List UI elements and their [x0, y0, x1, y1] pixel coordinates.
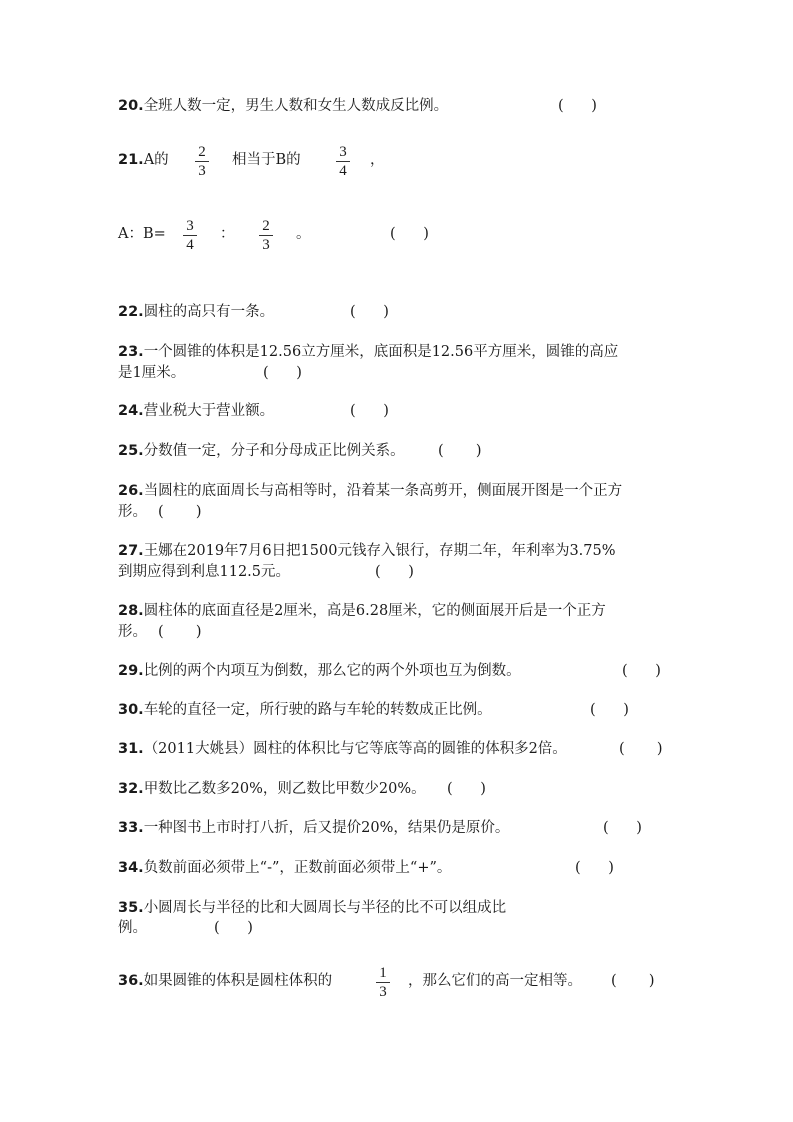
question-number: 36. — [118, 973, 144, 989]
question-text: 负数前面必须带上“-”，正数前面必须带上“+”。 — [143, 860, 452, 876]
question-text: 当圆柱的底面周长与高相等时，沿着某一条高剪开，侧面展开图是一个正方 — [143, 483, 623, 499]
question-26 — [118, 480, 622, 502]
question-text: 圆柱的高只有一条。 — [143, 304, 275, 320]
question-text: 一个圆锥的体积是12.56立方厘米，底面积是12.56平方厘米，圆锥的高应 — [143, 344, 619, 360]
answer-blank[interactable]: ( ) — [390, 226, 429, 242]
question-21 — [118, 149, 169, 171]
question-36 — [118, 970, 332, 992]
question-number: 31. — [118, 741, 144, 757]
question-text-line2: 是1厘米。 — [118, 365, 186, 381]
fraction — [336, 144, 350, 179]
answer-blank[interactable]: ( ) — [611, 973, 655, 989]
question-number: 32. — [118, 781, 144, 797]
question-text: A的 — [143, 152, 169, 168]
question-number: 34. — [118, 860, 144, 876]
question-30 — [118, 699, 492, 721]
fraction — [259, 218, 273, 253]
denominator: 4 — [186, 237, 194, 253]
answer-blank[interactable]: ( ) — [558, 98, 597, 114]
denominator: 4 — [339, 163, 347, 179]
question-text: 相当于B的 — [232, 152, 301, 168]
question-number: 29. — [118, 663, 144, 679]
question-text-line2: 形。 — [118, 624, 147, 640]
fraction-bar — [376, 982, 390, 983]
question-number: 23. — [118, 344, 144, 360]
numerator: 2 — [262, 218, 270, 234]
fraction — [376, 965, 390, 1000]
answer-blank[interactable]: ( ) — [619, 741, 663, 757]
question-text: 王娜在2019年7月6日把1500元钱存入银行，存期二年，年利率为3.75% — [143, 543, 616, 559]
answer-blank[interactable]: ( ) — [622, 663, 661, 679]
question-25 — [118, 440, 405, 462]
question-text: ，那么它们的高一定相等。 — [408, 973, 582, 989]
question-text-line2: 例。 — [118, 920, 147, 936]
question-text: 全班人数一定，男生人数和女生人数成反比例。 — [143, 98, 449, 114]
question-number: 24. — [118, 403, 144, 419]
question-text: 营业税大于营业额。 — [143, 403, 275, 419]
numerator: 3 — [186, 218, 194, 234]
question-32 — [118, 778, 426, 800]
colon: ： — [220, 226, 235, 242]
question-text: 如果圆锥的体积是圆柱体积的 — [143, 973, 333, 989]
answer-blank[interactable]: ( ) — [350, 403, 389, 419]
question-number: 21. — [118, 152, 144, 168]
denominator: 3 — [198, 163, 206, 179]
question-number: 26. — [118, 483, 144, 499]
comma: ， — [370, 152, 385, 168]
answer-blank[interactable]: ( ) — [438, 443, 482, 459]
question-31 — [118, 738, 567, 760]
answer-blank[interactable]: ( ) — [447, 781, 486, 797]
fraction-bar — [195, 161, 209, 162]
question-number: 25. — [118, 443, 144, 459]
answer-blank[interactable]: ( ) — [214, 920, 253, 936]
question-text-line2: 形。 — [118, 504, 147, 520]
question-text: 甲数比乙数多20%，则乙数比甲数少20%。 — [143, 781, 426, 797]
question-text-line2: 到期应得到利息112.5元。 — [118, 564, 291, 580]
question-number: 20. — [118, 98, 144, 114]
question-number: 28. — [118, 603, 144, 619]
ratio-label: A：B= — [118, 226, 166, 242]
question-number: 30. — [118, 702, 144, 718]
answer-blank[interactable]: ( ) — [158, 504, 202, 520]
fraction — [183, 218, 197, 253]
question-text: 比例的两个内项互为倒数，那么它的两个外项也互为倒数。 — [143, 663, 521, 679]
period: 。 — [296, 226, 311, 242]
question-number: 35. — [118, 900, 144, 916]
question-35 — [118, 897, 506, 919]
answer-blank[interactable]: ( ) — [158, 624, 202, 640]
question-text: 圆柱体的底面直径是2厘米，高是6.28厘米，它的侧面展开后是一个正方 — [143, 603, 606, 619]
answer-blank[interactable]: ( ) — [375, 564, 414, 580]
answer-blank[interactable]: ( ) — [350, 304, 389, 320]
fraction-bar — [336, 161, 350, 162]
question-33 — [118, 817, 509, 839]
question-text: 分数值一定，分子和分母成正比例关系。 — [143, 443, 405, 459]
question-number: 27. — [118, 543, 144, 559]
question-text: 车轮的直径一定，所行驶的路与车轮的转数成正比例。 — [143, 702, 492, 718]
numerator: 2 — [198, 144, 206, 160]
question-29 — [118, 660, 521, 682]
denominator: 3 — [262, 237, 270, 253]
numerator: 1 — [379, 965, 387, 981]
answer-blank[interactable]: ( ) — [575, 860, 614, 876]
fraction-bar — [183, 235, 197, 236]
fraction-bar — [259, 235, 273, 236]
question-22 — [118, 301, 274, 323]
question-20 — [118, 95, 448, 117]
question-number: 22. — [118, 304, 144, 320]
question-27 — [118, 540, 616, 562]
question-text: 小圆周长与半径的比和大圆周长与半径的比不可以组成比 — [143, 900, 507, 916]
question-24 — [118, 400, 274, 422]
question-text: （2011大姚县）圆柱的体积比与它等底等高的圆锥的体积多2倍。 — [143, 741, 567, 757]
question-28 — [118, 600, 606, 622]
denominator: 3 — [379, 984, 387, 1000]
answer-blank[interactable]: ( ) — [590, 702, 629, 718]
question-text: 一种图书上市时打八折，后又提价20%，结果仍是原价。 — [143, 820, 510, 836]
fraction — [195, 144, 209, 179]
question-34 — [118, 857, 451, 879]
numerator: 3 — [339, 144, 347, 160]
question-number: 33. — [118, 820, 144, 836]
answer-blank[interactable]: ( ) — [603, 820, 642, 836]
answer-blank[interactable]: ( ) — [263, 365, 302, 381]
question-23 — [118, 341, 618, 363]
